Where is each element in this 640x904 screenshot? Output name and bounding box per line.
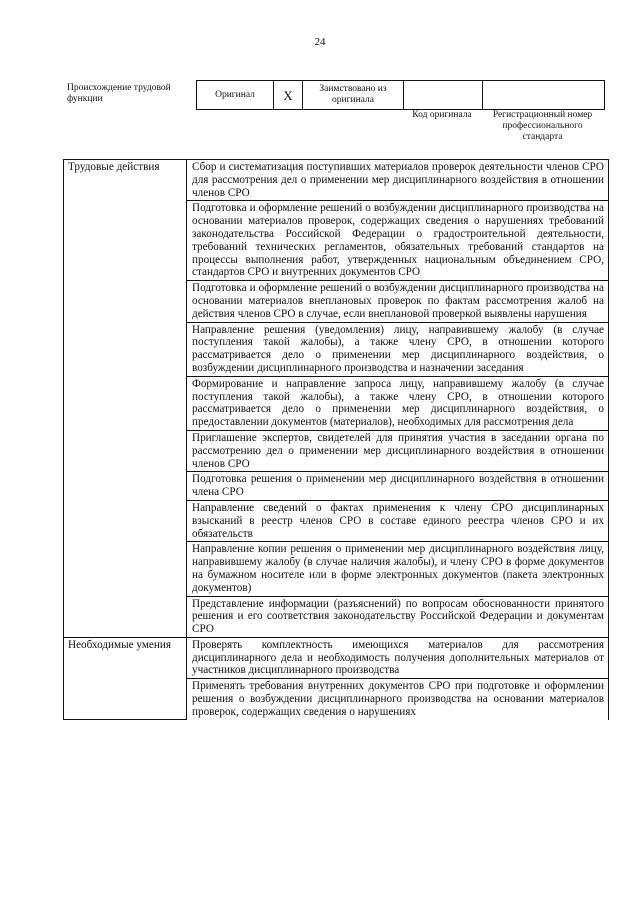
- borrowed-cell: Заимствовано из оригинала: [303, 81, 404, 110]
- origin-label: Происхождение трудовой функции: [67, 83, 171, 104]
- labour-function-table: [63, 159, 609, 720]
- code-cell: [404, 81, 483, 110]
- table-row: [64, 160, 609, 201]
- row-item-text: Сбор и систематизация поступивших материалов проверок деятельности членов СРО для рассмотрения дел о применении мер дисциплинарного воздействия в отношении членов СРО: [187, 160, 609, 201]
- code-caption: Код оригинала: [412, 110, 472, 120]
- row-item-text: Направление сведений о фактах применения к члену СРО дисциплинарных взысканий в реестр членов СРО в составе единого реестра членов СРО и их обязательств: [187, 500, 609, 541]
- row-item-text: Проверять комплектность имеющихся материалов для рассмотрения дисциплинарного дела и необходимость получения дополнительных материалов от участников дисциплинарного производства: [187, 637, 609, 678]
- row-label: Необходимые умения: [64, 637, 187, 719]
- row-item-text: Подготовка решения о применении мер дисциплинарного воздействия в отношении члена СРО: [187, 472, 609, 501]
- row-item-text: Направление решения (уведомления) лицу, направившему жалобу (в случае поступления такой жалобы), а также члену СРО, в отношении которого рассматривается дело о применении мер дисциплинарного воздействия, о возбуждении дисциплинарного производства и назначении заседания: [187, 322, 609, 376]
- row-item-text: Применять требования внутренних документов СРО при подготовке и оформлении решения о возбуждении дисциплинарного производства на основании материалов проверок, содержащих сведения о нарушениях: [187, 679, 609, 720]
- origin-table: [196, 80, 605, 110]
- original-mark: X: [274, 81, 303, 110]
- row-item-text: Подготовка и оформление решений о возбуждении дисциплинарного производства на основании материалов внеплановых проверок по фактам рассмотрения жалоб на действия членов СРО в случае, если внеплановой проверкой выявлены нарушения: [187, 281, 609, 322]
- row-item-text: Представление информации (разъяснений) по вопросам обоснованности принятого решения и его соответствия законодательству Российской Федерации и документам СРО: [187, 596, 609, 637]
- original-cell: Оригинал: [197, 81, 274, 110]
- table-row: [64, 637, 609, 678]
- reg-caption: Регистрационный номер профессионального стандарта: [492, 110, 593, 142]
- row-item-text: Направление копии решения о применении мер дисциплинарного воздействия лицу, направившему жалобу (в случае наличия жалобы), и члену СРО в форме документов на бумажном носителе или в форме электронных документов (пакета электронных документов): [187, 542, 609, 596]
- row-item-text: Формирование и направление запроса лицу, направившему жалобу (в случае поступления такой жалобы), а также члену СРО, в отношении которого рассматривается дело о применении мер дисциплинарного воздействия, о предоставлении документов (материалов), необходимых для рассмотрения дела: [187, 376, 609, 430]
- row-item-text: Подготовка и оформление решений о возбуждении дисциплинарного производства на основании материалов проверок, содержащих сведения о нарушениях требований законодательства Российской Федерации о градостроительной деятельности, требований технических регламентов, обязательных требований стандартов на процессы выполнения работ, утвержденных национальным объединением СРО, стандартов СРО и внутренних документов СРО: [187, 201, 609, 281]
- row-item-text: Приглашение экспертов, свидетелей для принятия участия в заседании органа по рассмотрению дел о применении мер дисциплинарного воздействия в отношении членов СРО: [187, 430, 609, 471]
- reg-number-cell: [483, 81, 605, 110]
- row-label: Трудовые действия: [64, 160, 187, 638]
- page-number: 24: [314, 36, 326, 48]
